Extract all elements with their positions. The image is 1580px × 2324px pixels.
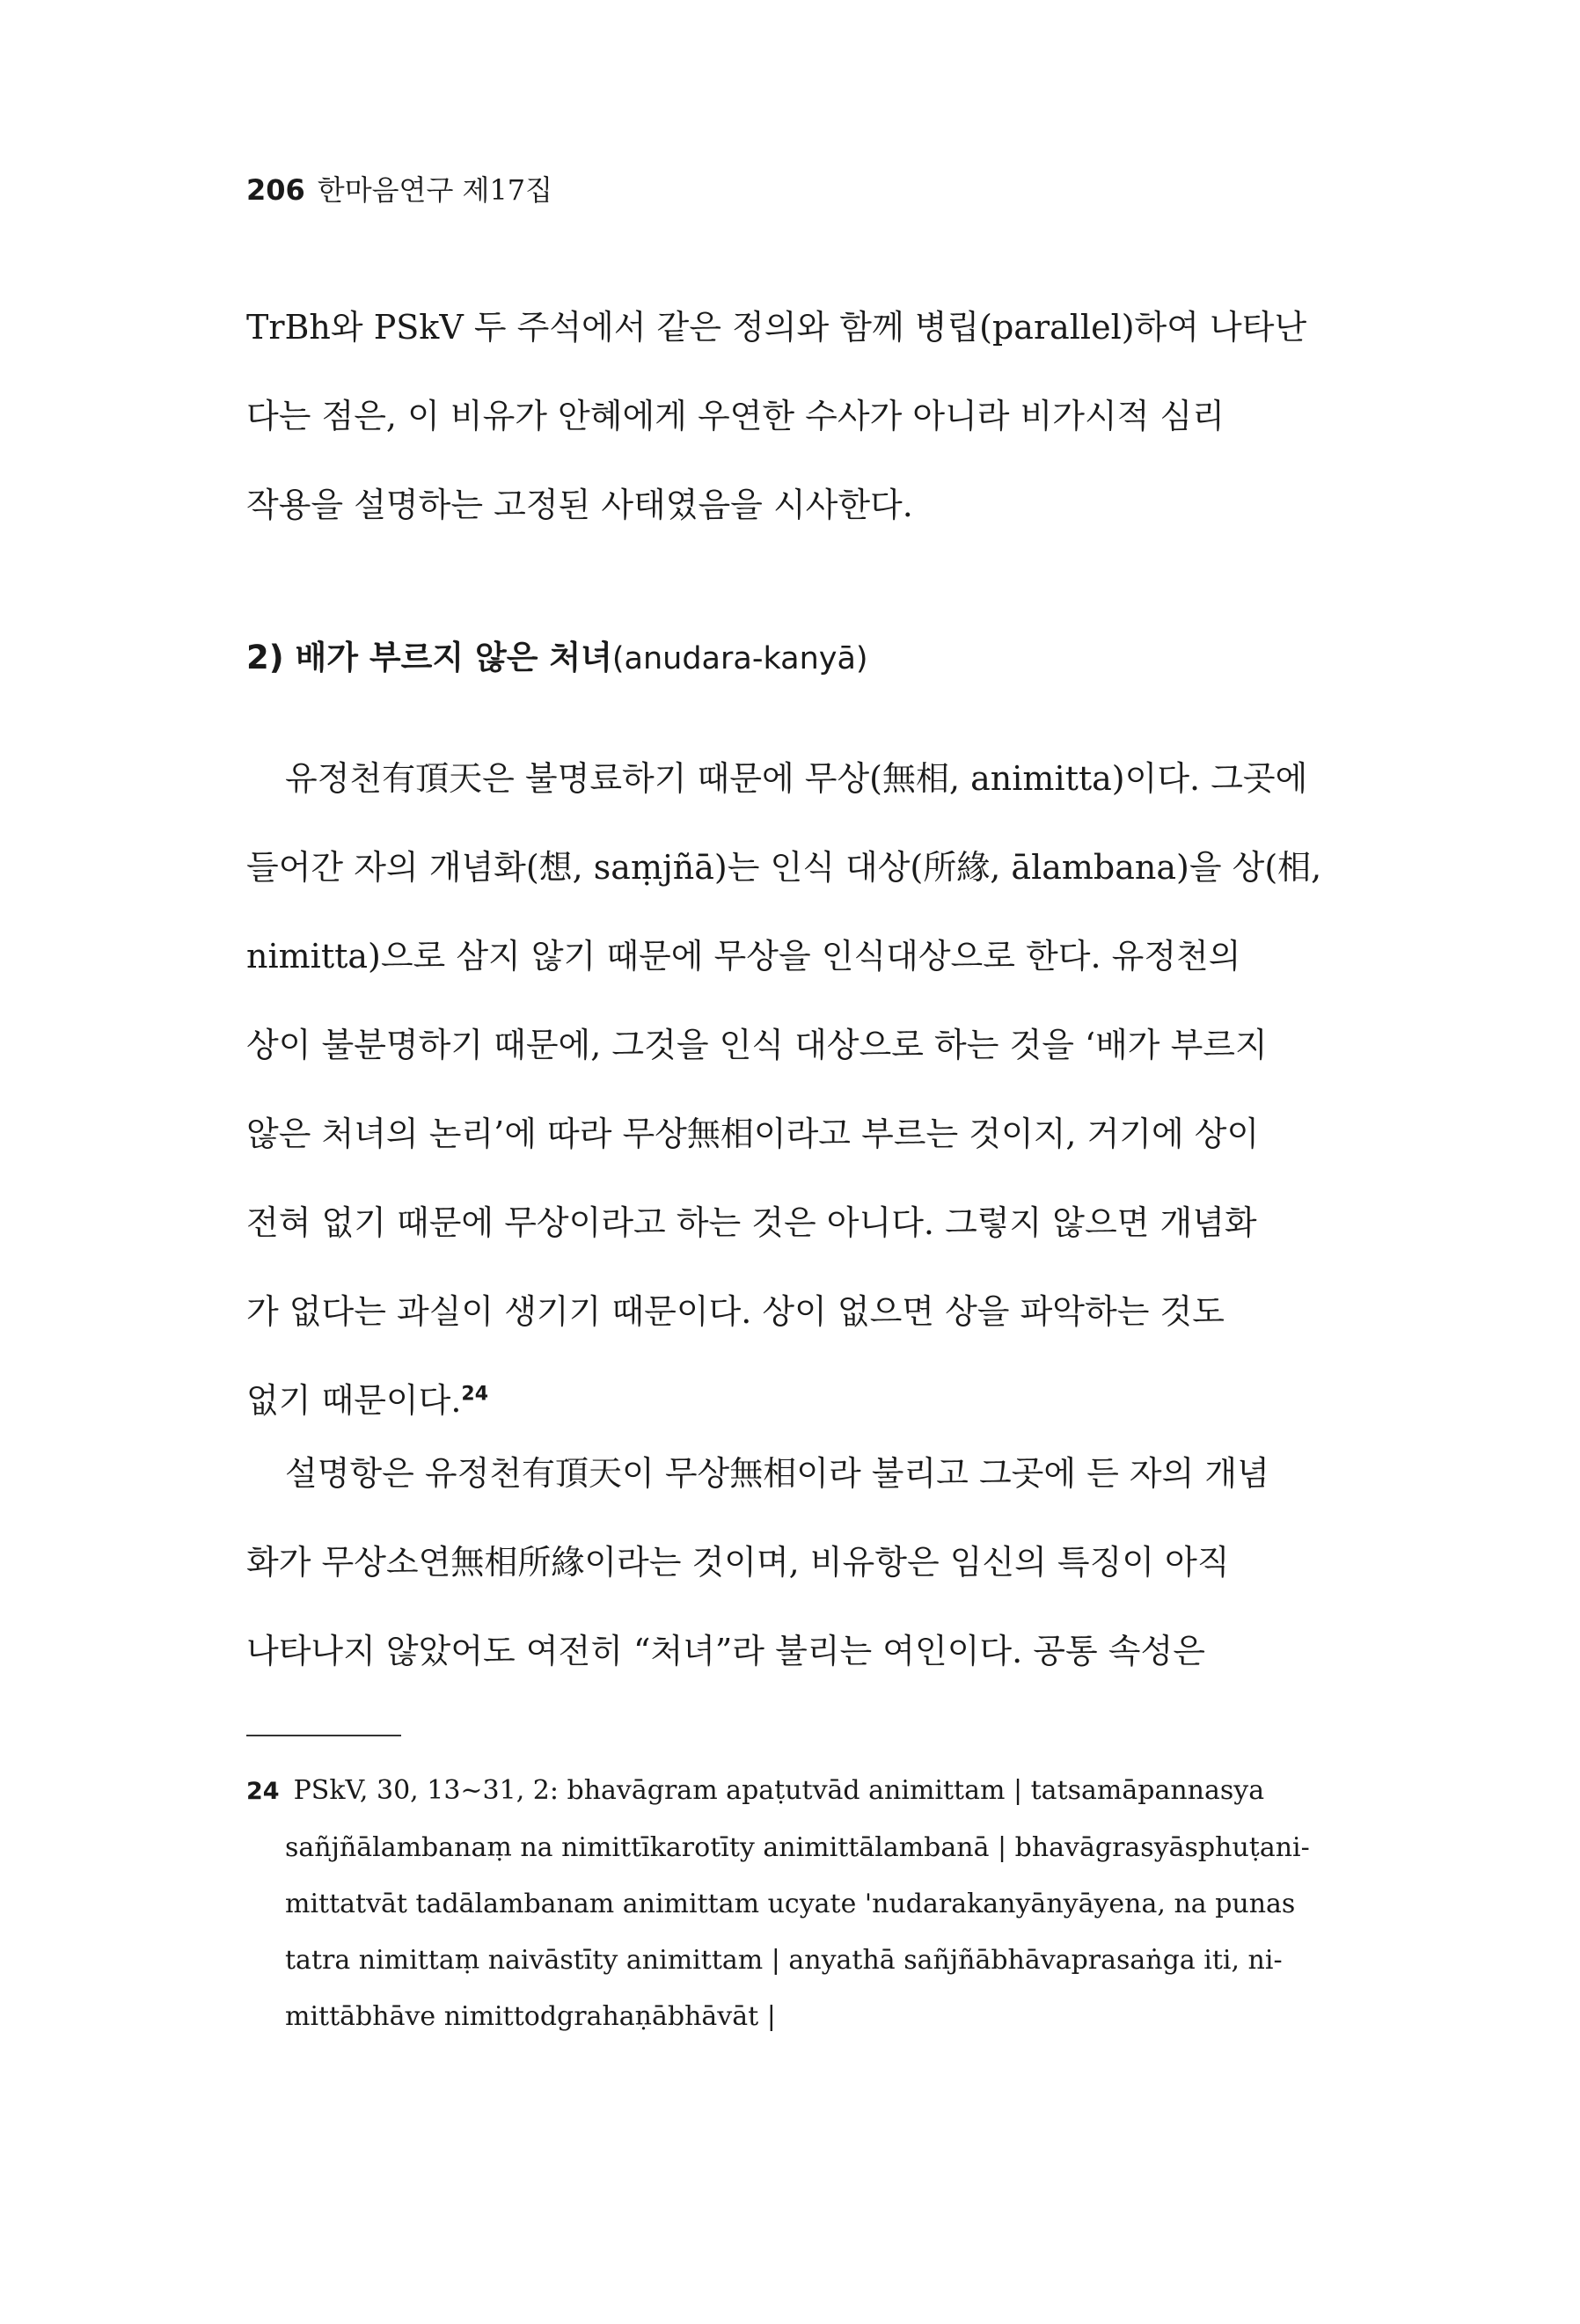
section-number: 2) — [246, 639, 284, 676]
paragraph-line: 상이 불분명하기 때문에, 그것을 인식 대상으로 하는 것을 ‘배가 부르지 — [246, 1026, 1268, 1064]
paragraph-line: 들어간 자의 개념화(想, saṃjñā)는 인식 대상(所緣, ālambana)을 상(相, — [246, 848, 1322, 887]
body-paragraph-2 — [246, 1429, 1320, 1696]
footnote-24 — [246, 1763, 1320, 2045]
paragraph-line: 않은 처녀의 논리’에 따라 무상無相이라고 부르는 것이지, 거기에 상이 — [246, 1114, 1260, 1153]
section-subtitle: (anudara-kanyā) — [611, 641, 868, 676]
paragraph-line: 전혀 없기 때문에 무상이라고 하는 것은 아니다. 그렇지 않으면 개념화 — [246, 1203, 1257, 1242]
running-header — [246, 172, 552, 208]
paragraph-line: nimitta)으로 삼지 않기 때문에 무상을 인식대상으로 한다. 유정천의 — [246, 937, 1241, 976]
footnote-line: tatra nimittaṃ naivāstīty animittam | anyathā sañjñābhāvaprasaṅga iti, ni- — [285, 1945, 1283, 1976]
paragraph-line: 유정천有頂天은 불명료하기 때문에 무상(無相, animitta)이다. 그곳에 — [285, 759, 1308, 798]
body-paragraph-1 — [246, 734, 1320, 1445]
footnote-line: mittābhāve nimittodgrahaṇābhāvāt | — [285, 2001, 776, 2032]
footnote-number: 24 — [246, 1778, 280, 1805]
journal-title: 한마음연구 제17집 — [317, 173, 553, 207]
footnote-line: PSkV, 30, 13~31, 2: bhavāgram apaṭutvād animittam | tatsamāpannasya — [293, 1775, 1265, 1806]
paragraph-line: 화가 무상소연無相所緣이라는 것이며, 비유항은 임신의 특징이 아직 — [246, 1543, 1230, 1582]
intro-line: 작용을 설명하는 고정된 사태였음을 시사한다. — [246, 486, 913, 524]
paragraph-line: 없기 때문이다. — [246, 1381, 462, 1420]
paragraph-line: 가 없다는 과실이 생기기 때문이다. 상이 없으면 상을 파악하는 것도 — [246, 1292, 1225, 1331]
paragraph-line: 나타나지 않았어도 여전히 “처녀”라 불리는 여인이다. 공통 속성은 — [246, 1632, 1205, 1670]
footnote-divider — [246, 1735, 401, 1736]
footnote-line: sañjñālambanaṃ na nimittīkarotīty animittālambanā | bhavāgrasyāsphuṭani- — [285, 1832, 1310, 1863]
section-heading — [246, 637, 868, 680]
paragraph-line: 설명항은 유정천有頂天이 무상無相이라 불리고 그곳에 든 자의 개념 — [285, 1454, 1269, 1493]
intro-paragraph — [246, 283, 1320, 550]
footnote-reference[interactable]: 24 — [461, 1383, 489, 1406]
section-title: 배가 부르지 않은 처녀 — [295, 639, 612, 676]
page-number: 206 — [246, 173, 305, 207]
footnote-line: mittatvāt tadālambanam animittam ucyate 'nudarakanyānyāyena, na punas — [285, 1889, 1296, 1919]
intro-line: 다는 점은, 이 비유가 안혜에게 우연한 수사가 아니라 비가시적 심리 — [246, 397, 1225, 435]
intro-line: TrBh와 PSkV 두 주석에서 같은 정의와 함께 병립(parallel)하여 나타난 — [246, 308, 1307, 347]
